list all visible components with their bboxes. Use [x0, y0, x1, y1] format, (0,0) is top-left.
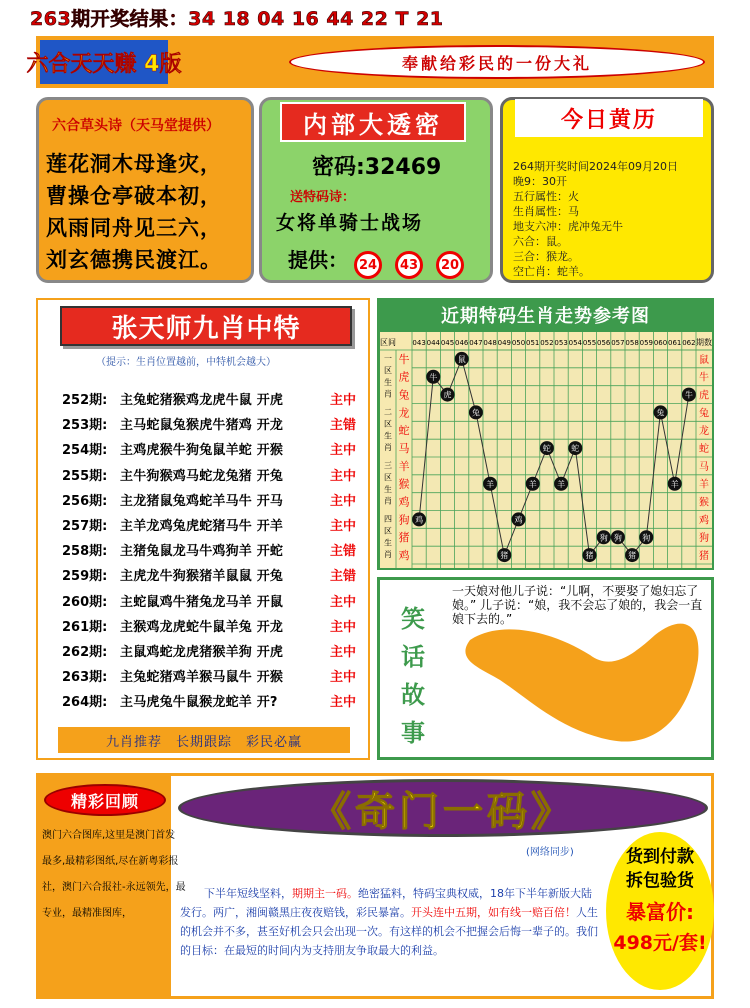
zone-label: 区 — [384, 419, 392, 429]
period-label: 053 — [554, 339, 568, 347]
right-row-label: 羊 — [699, 479, 709, 491]
record-period: 262期: — [62, 645, 108, 660]
poem-line: 莲花洞木母逢灾， — [46, 151, 222, 176]
record-period: 264期: — [62, 695, 108, 711]
record-zodiacs: 主蛇鼠鸡牛猪兔龙马羊 开鼠 — [120, 594, 284, 610]
record-result: 主中 — [330, 443, 357, 459]
review-badge: 精彩回顾 — [44, 784, 166, 816]
row-label: 鸡 — [398, 495, 410, 509]
record-result: 主错 — [330, 569, 357, 585]
review-line: 社，澳门六合报社-永远领先，最 — [42, 882, 186, 893]
password-text: 密码:32469 — [312, 155, 442, 180]
review-line: 最多,最精彩图纸,尽在新粤彩报 — [42, 856, 179, 867]
table-row — [62, 688, 356, 713]
period-label: 060 — [653, 339, 668, 347]
point-label: 虎 — [443, 390, 452, 400]
zone-label: 生 — [384, 431, 392, 441]
almanac-line: 地支六冲：虎冲兔无牛 — [513, 220, 623, 233]
table-row — [62, 562, 356, 587]
review-line: 专业，最精准图库， — [42, 908, 132, 919]
record-period: 256期: — [62, 493, 108, 509]
record-result: 主错 — [330, 418, 357, 434]
right-row-label: 兔 — [699, 408, 709, 420]
review-line: 澳门六合图库,这里是澳门首发 — [42, 830, 176, 841]
nine-hint: （提示：生肖位置越前，中特机会越大） — [96, 357, 276, 368]
zone-label: 四 — [384, 514, 392, 524]
record-zodiacs: 主兔蛇猪猴鸡龙虎牛鼠 开虎 — [120, 393, 284, 408]
right-row-label: 马 — [699, 461, 709, 473]
zone-label: 区 — [384, 472, 392, 482]
qimen-body — [180, 884, 598, 960]
row-label: 兔 — [398, 388, 410, 402]
record-period: 255期: — [62, 468, 108, 484]
slogan: 奉献给彩民的一份大礼 — [289, 45, 705, 79]
right-row-label: 龙 — [699, 426, 709, 438]
record-zodiacs: 主鼠鸡蛇龙虎猪猴羊狗 开虎 — [120, 645, 284, 660]
joke-label-char: 故 — [401, 680, 425, 709]
right-row-label: 鸡 — [699, 515, 709, 527]
period-label: 046 — [455, 339, 469, 347]
table-row — [62, 512, 356, 537]
joke-label — [398, 600, 428, 752]
record-result: 主中 — [330, 670, 357, 686]
poem-title: 六合草头诗（天马堂提供） — [52, 118, 220, 134]
record-result: 主中 — [330, 493, 357, 509]
poem-line: 曹操仓亭破本初， — [46, 183, 222, 208]
joke-text: 一天娘对他儿子说：“儿啊，不要娶了媳妇忘了娘。” 儿子说：“娘，我不会忘了娘的，我会一直娘下去的。” — [452, 584, 703, 626]
row-label: 猴 — [398, 477, 410, 491]
nine-title: 张天师九肖中特 — [111, 313, 301, 344]
period-label: 061 — [668, 339, 682, 347]
draw-result-line: 263期开奖结果：34 18 04 16 44 22 T 21 — [30, 8, 444, 30]
right-row-label: 猪 — [699, 551, 709, 563]
period-label: 045 — [440, 339, 455, 347]
nine-footer: 九肖推荐 长期跟踪 彩民必赢 — [58, 727, 350, 753]
point-label: 鼠 — [457, 354, 466, 364]
body-text: 绝密猛料，特码宝典权威，18年下半年新版大陆发行。两广，湘闽赣黑庄夜夜赔钱，彩民暴富。 — [180, 887, 592, 919]
record-zodiacs: 主羊龙鸡兔虎蛇猪马牛 开羊 — [120, 519, 284, 534]
trend-chart — [380, 332, 712, 568]
point-label: 狗 — [599, 533, 608, 543]
point-label: 兔 — [471, 408, 480, 418]
send-label: 送特码诗： — [290, 190, 356, 205]
table-row — [62, 588, 356, 613]
record-period: 263期: — [62, 670, 108, 686]
zone-label: 生 — [384, 538, 392, 548]
point-label: 狗 — [613, 533, 622, 543]
send-text: 女将单骑士战场 — [276, 212, 424, 234]
table-row — [62, 411, 356, 436]
zone-label: 肖 — [384, 389, 392, 399]
zone-label: 二 — [384, 407, 392, 417]
record-zodiacs: 主猪兔鼠龙马牛鸡狗羊 开蛇 — [120, 544, 284, 560]
secret-header: 内部大透密 — [280, 102, 466, 142]
row-label: 猪 — [398, 531, 410, 545]
period-label: 054 — [568, 339, 582, 347]
almanac-line: 生肖属性：马 — [513, 205, 579, 218]
joke-label-char: 话 — [401, 642, 425, 671]
right-row-label: 猴 — [699, 497, 709, 509]
body-text: 人生的机会并不多，甚至好机会只会出现一次。有这样的机会不把握会后悔一辈子的。我们的目标：在最短的时间内为支持朋友争取最大的利益。 — [180, 906, 598, 957]
row-label: 马 — [398, 442, 410, 456]
record-result: 主中 — [330, 594, 357, 610]
almanac-line: 六合：鼠。 — [513, 235, 568, 248]
right-row-label: 鼠 — [699, 354, 709, 366]
row-label: 鸡 — [398, 549, 410, 563]
right-row-label: 牛 — [699, 372, 709, 384]
period-label: 056 — [597, 339, 611, 347]
zone-label: 一 — [384, 354, 392, 363]
record-zodiacs: 主马蛇鼠兔猴虎牛猪鸡 开龙 — [120, 418, 284, 434]
right-row-label: 狗 — [699, 533, 709, 545]
tail-label: 期数 — [696, 338, 712, 347]
record-period: 253期: — [62, 418, 108, 434]
period-label: 057 — [611, 339, 625, 347]
cod-line: 货到付款 — [626, 847, 694, 867]
period-label: 052 — [540, 339, 554, 347]
zone-label: 区 — [384, 365, 392, 375]
record-period: 260期: — [62, 594, 108, 610]
almanac-line: 空亡肖：蛇羊。 — [513, 265, 590, 278]
row-label: 虎 — [398, 370, 410, 384]
period-label: 048 — [483, 339, 497, 347]
price-value: 498元/套! — [613, 932, 707, 954]
record-zodiacs: 主龙猪鼠兔鸡蛇羊马牛 开马 — [120, 493, 284, 509]
period-label: 055 — [582, 339, 597, 347]
point-label: 羊 — [528, 479, 537, 489]
period-label: 051 — [526, 339, 540, 347]
table-row — [62, 663, 356, 688]
joke-orange-shape — [465, 624, 698, 742]
almanac-header: 今日黄历 — [515, 99, 703, 137]
record-period: 261期: — [62, 619, 108, 635]
record-zodiacs: 主猴鸡龙虎蛇牛鼠羊兔 开龙 — [120, 619, 284, 635]
zone-label: 生 — [384, 484, 392, 494]
row-label: 牛 — [398, 352, 410, 366]
record-result: 主中 — [330, 468, 357, 484]
point-label: 猪 — [628, 551, 637, 561]
zone-label: 区 — [384, 526, 392, 536]
record-period: 254期: — [62, 443, 108, 459]
record-result: 主中 — [330, 619, 357, 635]
almanac-line: 三合：猴龙。 — [513, 250, 579, 263]
point-label: 狗 — [642, 533, 651, 543]
poem-line: 风雨同舟见三六， — [46, 215, 222, 240]
qimen-title: 《奇门一码》 — [311, 788, 575, 835]
row-label: 羊 — [398, 459, 410, 473]
point-label: 羊 — [670, 479, 679, 489]
row-label: 龙 — [398, 406, 410, 420]
poem-line: 刘玄德携民渡江。 — [46, 247, 222, 272]
period-label: 049 — [497, 339, 511, 347]
zone-label: 肖 — [384, 550, 392, 560]
point-label: 兔 — [656, 408, 665, 418]
table-row — [62, 386, 356, 411]
number-ball: 43 — [395, 251, 423, 279]
table-row — [62, 638, 356, 663]
zone-label: 三 — [384, 461, 392, 470]
almanac-line: 264期开奖时间2024年09月20日 — [513, 160, 678, 173]
record-result: 主中 — [330, 519, 357, 534]
zone-label: 生 — [384, 377, 392, 387]
point-label: 鸡 — [514, 515, 523, 525]
period-label: 059 — [639, 339, 653, 347]
table-row — [62, 487, 356, 512]
record-zodiacs: 主虎龙牛狗猴猪羊鼠鼠 开兔 — [120, 569, 284, 585]
record-result: 主中 — [330, 695, 357, 711]
almanac-line: 五行属性：火 — [513, 190, 579, 203]
point-label: 羊 — [557, 479, 566, 489]
point-label: 羊 — [486, 479, 495, 489]
inspect-line: 拆包验货 — [626, 871, 694, 891]
record-result: 主中 — [330, 645, 357, 660]
point-label: 猪 — [585, 551, 594, 561]
corner-label: 区间 — [380, 338, 396, 347]
record-result: 主中 — [330, 393, 357, 408]
record-zodiacs: 主兔蛇猪鸡羊猴马鼠牛 开猴 — [120, 670, 284, 686]
net-sync-note: (网络同步) — [526, 847, 574, 858]
joke-label-char: 笑 — [401, 604, 425, 633]
almanac-line: 晚9：30开 — [513, 175, 567, 188]
record-period: 252期: — [62, 393, 108, 408]
point-label: 猪 — [500, 551, 509, 561]
number-ball: 20 — [436, 251, 464, 279]
right-row-label: 蛇 — [699, 444, 709, 456]
table-row — [62, 613, 356, 638]
provide-label: 提供： — [288, 248, 348, 272]
point-label: 鸡 — [415, 515, 424, 525]
right-row-label: 虎 — [699, 390, 709, 402]
number-ball: 24 — [354, 251, 382, 279]
table-row — [62, 537, 356, 562]
body-highlight: 开头连中五期，如有线一赔百倍！ — [411, 906, 576, 919]
record-zodiacs: 主马虎兔牛鼠猴龙蛇羊 开? — [120, 695, 278, 711]
period-label: 050 — [511, 339, 526, 347]
joke-label-char: 事 — [401, 718, 425, 747]
period-label: 058 — [625, 339, 639, 347]
version-tag: 六合天天赚 4版 — [40, 40, 168, 84]
period-label: 062 — [682, 339, 696, 347]
row-label: 蛇 — [398, 424, 410, 438]
record-zodiacs: 主牛狗猴鸡马蛇龙兔猪 开兔 — [120, 468, 284, 484]
table-row — [62, 436, 356, 461]
body-text: 下半年短线坚料， — [204, 887, 292, 900]
row-label: 狗 — [398, 513, 410, 527]
point-label: 蛇 — [571, 444, 580, 454]
record-period: 258期: — [62, 544, 108, 560]
zone-label: 肖 — [384, 443, 392, 453]
point-label: 牛 — [429, 372, 438, 382]
period-label: 044 — [426, 339, 440, 347]
body-highlight: 期期主一码。 — [292, 887, 358, 900]
period-label: 043 — [412, 339, 426, 347]
record-period: 257期: — [62, 519, 108, 534]
price-label: 暴富价: — [626, 900, 694, 924]
record-zodiacs: 主鸡虎猴牛狗兔鼠羊蛇 开猴 — [120, 443, 284, 459]
record-period: 259期: — [62, 569, 108, 585]
zone-label: 肖 — [384, 496, 392, 506]
point-label: 牛 — [684, 390, 693, 400]
trend-title: 近期特码生肖走势参考图 — [441, 306, 650, 327]
point-label: 蛇 — [542, 444, 551, 454]
period-label: 047 — [469, 339, 483, 347]
record-result: 主错 — [330, 544, 357, 560]
table-row — [62, 462, 356, 487]
